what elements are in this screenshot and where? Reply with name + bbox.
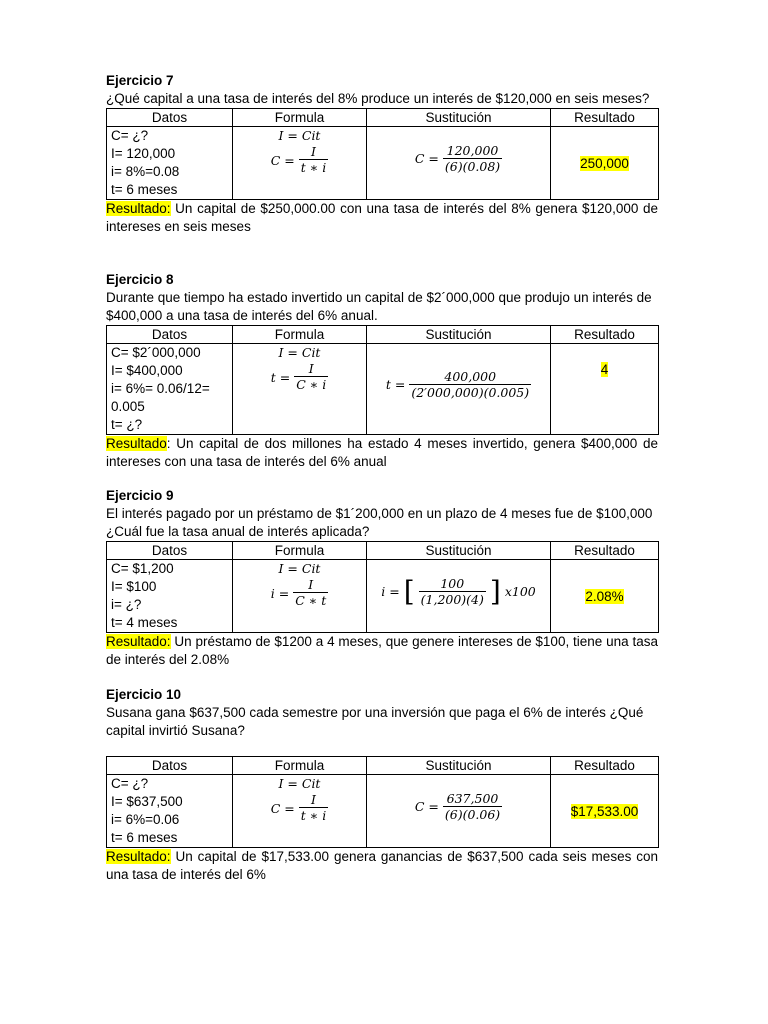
conclusion-label: Resultado:	[106, 634, 171, 649]
formula-numerator: I	[311, 792, 316, 807]
conclusion-label: Resultado:	[106, 201, 171, 216]
formula-main: I = Cit	[278, 128, 321, 143]
header-datos: Datos	[107, 326, 233, 344]
formula-lhs: C =	[270, 152, 295, 168]
sust-denominator: (1,200)(4)	[420, 591, 484, 607]
header-sustitucion: Sustitución	[367, 757, 551, 775]
sustitucion-cell	[367, 344, 551, 435]
formula-lhs: i =	[270, 585, 290, 601]
dato-line: I= $100	[111, 579, 157, 594]
exercise-question: El interés pagado por un préstamo de $1´200,000 en un plazo de 4 meses fue de $100,000 ¿Cuál fue la tasa anual de interés aplicada?	[106, 506, 653, 539]
sust-lhs: t =	[385, 377, 406, 393]
sust-fraction	[419, 576, 486, 608]
sust-lhs: C =	[414, 151, 439, 167]
formula-main: I = Cit	[278, 345, 321, 360]
dato-line: t= 6 meses	[111, 830, 178, 845]
dato-line: I= $400,000	[111, 363, 183, 378]
sust-lhs: C =	[414, 799, 439, 815]
header-formula: Formula	[233, 326, 367, 344]
exercise-title: Ejercicio 10	[106, 687, 182, 702]
datos-cell	[107, 344, 233, 435]
right-bracket-icon: ]	[489, 574, 501, 608]
formula-main: I = Cit	[278, 561, 321, 576]
datos-cell	[107, 775, 233, 848]
formula-fraction	[294, 361, 328, 393]
left-bracket-icon: [	[403, 574, 415, 608]
formula-denominator: t ∗ i	[300, 160, 327, 175]
formula-numerator: I	[308, 577, 314, 592]
exercise-title: Ejercicio 7	[106, 73, 174, 88]
conclusion-text: Un préstamo de $1200 a 4 meses, que genere intereses de $100, tiene una tasa de interés del 2.08%	[106, 634, 658, 667]
sust-fraction	[443, 143, 502, 175]
datos-cell	[107, 560, 233, 633]
formula-cell	[233, 775, 367, 848]
dato-line: t= ¿?	[111, 417, 143, 432]
conclusion-text: Un capital de $250,000.00 con una tasa de interés del 8% genera $120,000 de intereses en seis meses	[106, 201, 658, 234]
resultado-value: 250,000	[580, 155, 629, 171]
formula-lhs: C =	[270, 800, 295, 816]
header-sustitucion: Sustitución	[367, 326, 551, 344]
header-formula: Formula	[233, 757, 367, 775]
exercise-title: Ejercicio 8	[106, 272, 174, 287]
formula-fraction	[299, 144, 328, 176]
exercise-8	[106, 271, 658, 471]
header-formula: Formula	[233, 109, 367, 127]
sust-tail: x100	[504, 584, 536, 600]
resultado-cell	[551, 560, 659, 633]
exercise-table	[106, 541, 659, 633]
formula-fraction	[299, 792, 328, 824]
formula-cell	[233, 344, 367, 435]
sust-numerator: 120,000	[446, 142, 499, 158]
formula-cell	[233, 127, 367, 200]
sust-numerator: 637,500	[446, 790, 499, 806]
resultado-cell	[551, 775, 659, 848]
header-datos: Datos	[107, 757, 233, 775]
exercise-conclusion	[106, 633, 658, 669]
exercise-conclusion	[106, 200, 658, 236]
dato-line: i= 6%= 0.06/12=	[111, 381, 210, 396]
header-sustitucion: Sustitución	[367, 542, 551, 560]
header-formula: Formula	[233, 542, 367, 560]
datos-cell	[107, 127, 233, 200]
exercise-question: Durante que tiempo ha estado invertido un capital de $2´000,000 que produjo un interés de $400,000 a una tasa de interés del 6% anual.	[106, 290, 652, 323]
dato-line: C= $2´000,000	[111, 345, 201, 360]
formula-cell	[233, 560, 367, 633]
formula-denominator: C ∗ t	[295, 593, 327, 608]
sust-lhs: i =	[381, 584, 400, 600]
formula-main: I = Cit	[278, 776, 321, 791]
sust-denominator: (6)(0.06)	[444, 806, 501, 822]
sust-numerator: 100	[440, 575, 465, 591]
conclusion-text: : Un capital de dos millones ha estado 4 meses invertido, genera $400,000 de intereses con una tasa de interés del 6% anual	[106, 436, 658, 469]
conclusion-text: Un capital de $17,533.00 genera ganancias de $637,500 cada seis meses con una tasa de interés del 6%	[106, 849, 658, 882]
sust-fraction	[409, 369, 531, 401]
header-resultado: Resultado	[551, 326, 659, 344]
dato-line: i= 8%=0.08	[111, 164, 180, 179]
header-datos: Datos	[107, 542, 233, 560]
sustitucion-cell	[367, 775, 551, 848]
exercise-table	[106, 325, 659, 435]
formula-numerator: I	[311, 144, 316, 159]
sust-numerator: 400,000	[444, 368, 497, 384]
dato-line: t= 6 meses	[111, 182, 178, 197]
sust-denominator: (2′000,000)(0.005)	[411, 384, 530, 400]
resultado-value: 4	[600, 362, 609, 377]
dato-line: I= 120,000	[111, 146, 176, 161]
exercise-question: ¿Qué capital a una tasa de interés del 8% produce un interés de $120,000 en seis meses?	[106, 91, 650, 106]
conclusion-label: Resultado:	[106, 849, 171, 864]
header-resultado: Resultado	[551, 542, 659, 560]
dato-line: 0.005	[111, 399, 145, 414]
sust-fraction	[443, 791, 502, 823]
exercise-table	[106, 756, 659, 848]
dato-line: i= 6%=0.06	[111, 812, 180, 827]
conclusion-label: Resultado	[106, 436, 167, 451]
exercise-7	[106, 72, 658, 236]
resultado-value: 2.08%	[585, 588, 624, 604]
exercise-title: Ejercicio 9	[106, 488, 174, 503]
resultado-value: $17,533.00	[570, 803, 639, 819]
exercise-table	[106, 108, 659, 200]
header-datos: Datos	[107, 109, 233, 127]
formula-numerator: I	[308, 361, 314, 376]
sust-denominator: (6)(0.08)	[444, 158, 501, 174]
exercise-question: Susana gana $637,500 cada semestre por una inversión que paga el 6% de interés ¿Qué capital invirtió Susana?	[106, 705, 644, 738]
formula-denominator: t ∗ i	[300, 808, 327, 823]
formula-fraction	[293, 577, 328, 609]
dato-line: I= $637,500	[111, 794, 183, 809]
header-resultado: Resultado	[551, 757, 659, 775]
sustitucion-cell	[367, 127, 551, 200]
resultado-cell	[551, 344, 659, 435]
exercise-conclusion	[106, 435, 658, 471]
formula-lhs: t =	[270, 369, 291, 385]
exercise-9	[106, 487, 658, 669]
sustitucion-cell	[367, 560, 551, 633]
header-sustitucion: Sustitución	[367, 109, 551, 127]
dato-line: C= ¿?	[111, 776, 149, 791]
exercise-10	[106, 686, 658, 884]
dato-line: C= $1,200	[111, 561, 174, 576]
formula-denominator: C ∗ i	[296, 377, 327, 392]
dato-line: C= ¿?	[111, 128, 149, 143]
exercise-conclusion	[106, 848, 658, 884]
dato-line: i= ¿?	[111, 597, 142, 612]
dato-line: t= 4 meses	[111, 615, 178, 630]
header-resultado: Resultado	[551, 109, 659, 127]
resultado-cell	[551, 127, 659, 200]
